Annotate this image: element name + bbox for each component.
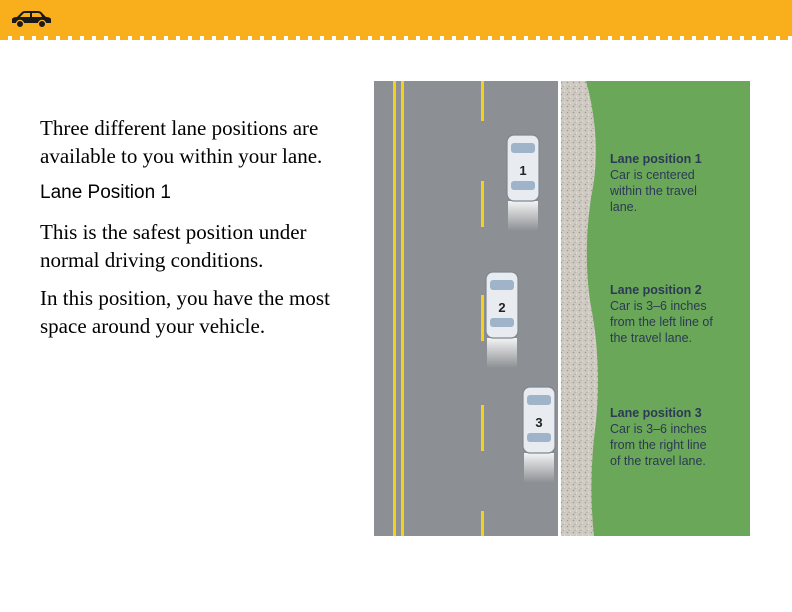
car-number-2: 2 <box>498 300 506 315</box>
car-icon <box>10 10 52 28</box>
car-number-1: 1 <box>519 163 527 178</box>
label-line: of the travel lane. <box>610 454 706 468</box>
label-line: Car is centered <box>610 168 695 182</box>
header-dashed-border <box>0 36 792 40</box>
road-edge-line <box>558 81 561 536</box>
car-2 <box>486 272 518 368</box>
label-title: Lane position 2 <box>610 283 702 297</box>
label-line: Car is 3–6 inches <box>610 422 707 436</box>
lane-dash <box>481 405 484 451</box>
label-line: the travel lane. <box>610 331 692 345</box>
paragraph-2: In this position, you have the most space around your vehicle. <box>40 286 330 338</box>
label-line: from the right line <box>610 438 707 452</box>
double-yellow-line-right <box>401 81 404 536</box>
label-line: lane. <box>610 200 638 214</box>
label-line: from the left line of <box>610 315 713 329</box>
header-bar <box>0 0 792 38</box>
lane-dash <box>481 295 484 341</box>
label-title: Lane position 1 <box>610 152 702 166</box>
section-heading: Lane Position 1 <box>40 182 171 203</box>
paragraph-1: This is the safest position under normal driving conditions. <box>40 220 307 272</box>
lane-dash <box>481 181 484 227</box>
car-1 <box>507 135 539 231</box>
car-3 <box>523 387 555 483</box>
car-number-3: 3 <box>535 415 543 430</box>
lane-dash <box>481 81 484 121</box>
lane-dash <box>481 511 484 536</box>
label-title: Lane position 3 <box>610 406 702 420</box>
label-line: Car is 3–6 inches <box>610 299 707 313</box>
body-text <box>40 114 340 350</box>
lane-position-diagram <box>374 81 750 536</box>
label-line: within the travel <box>610 184 697 198</box>
intro-text: Three different lane positions are available to you within your lane. <box>40 116 323 168</box>
double-yellow-line-left <box>393 81 396 536</box>
